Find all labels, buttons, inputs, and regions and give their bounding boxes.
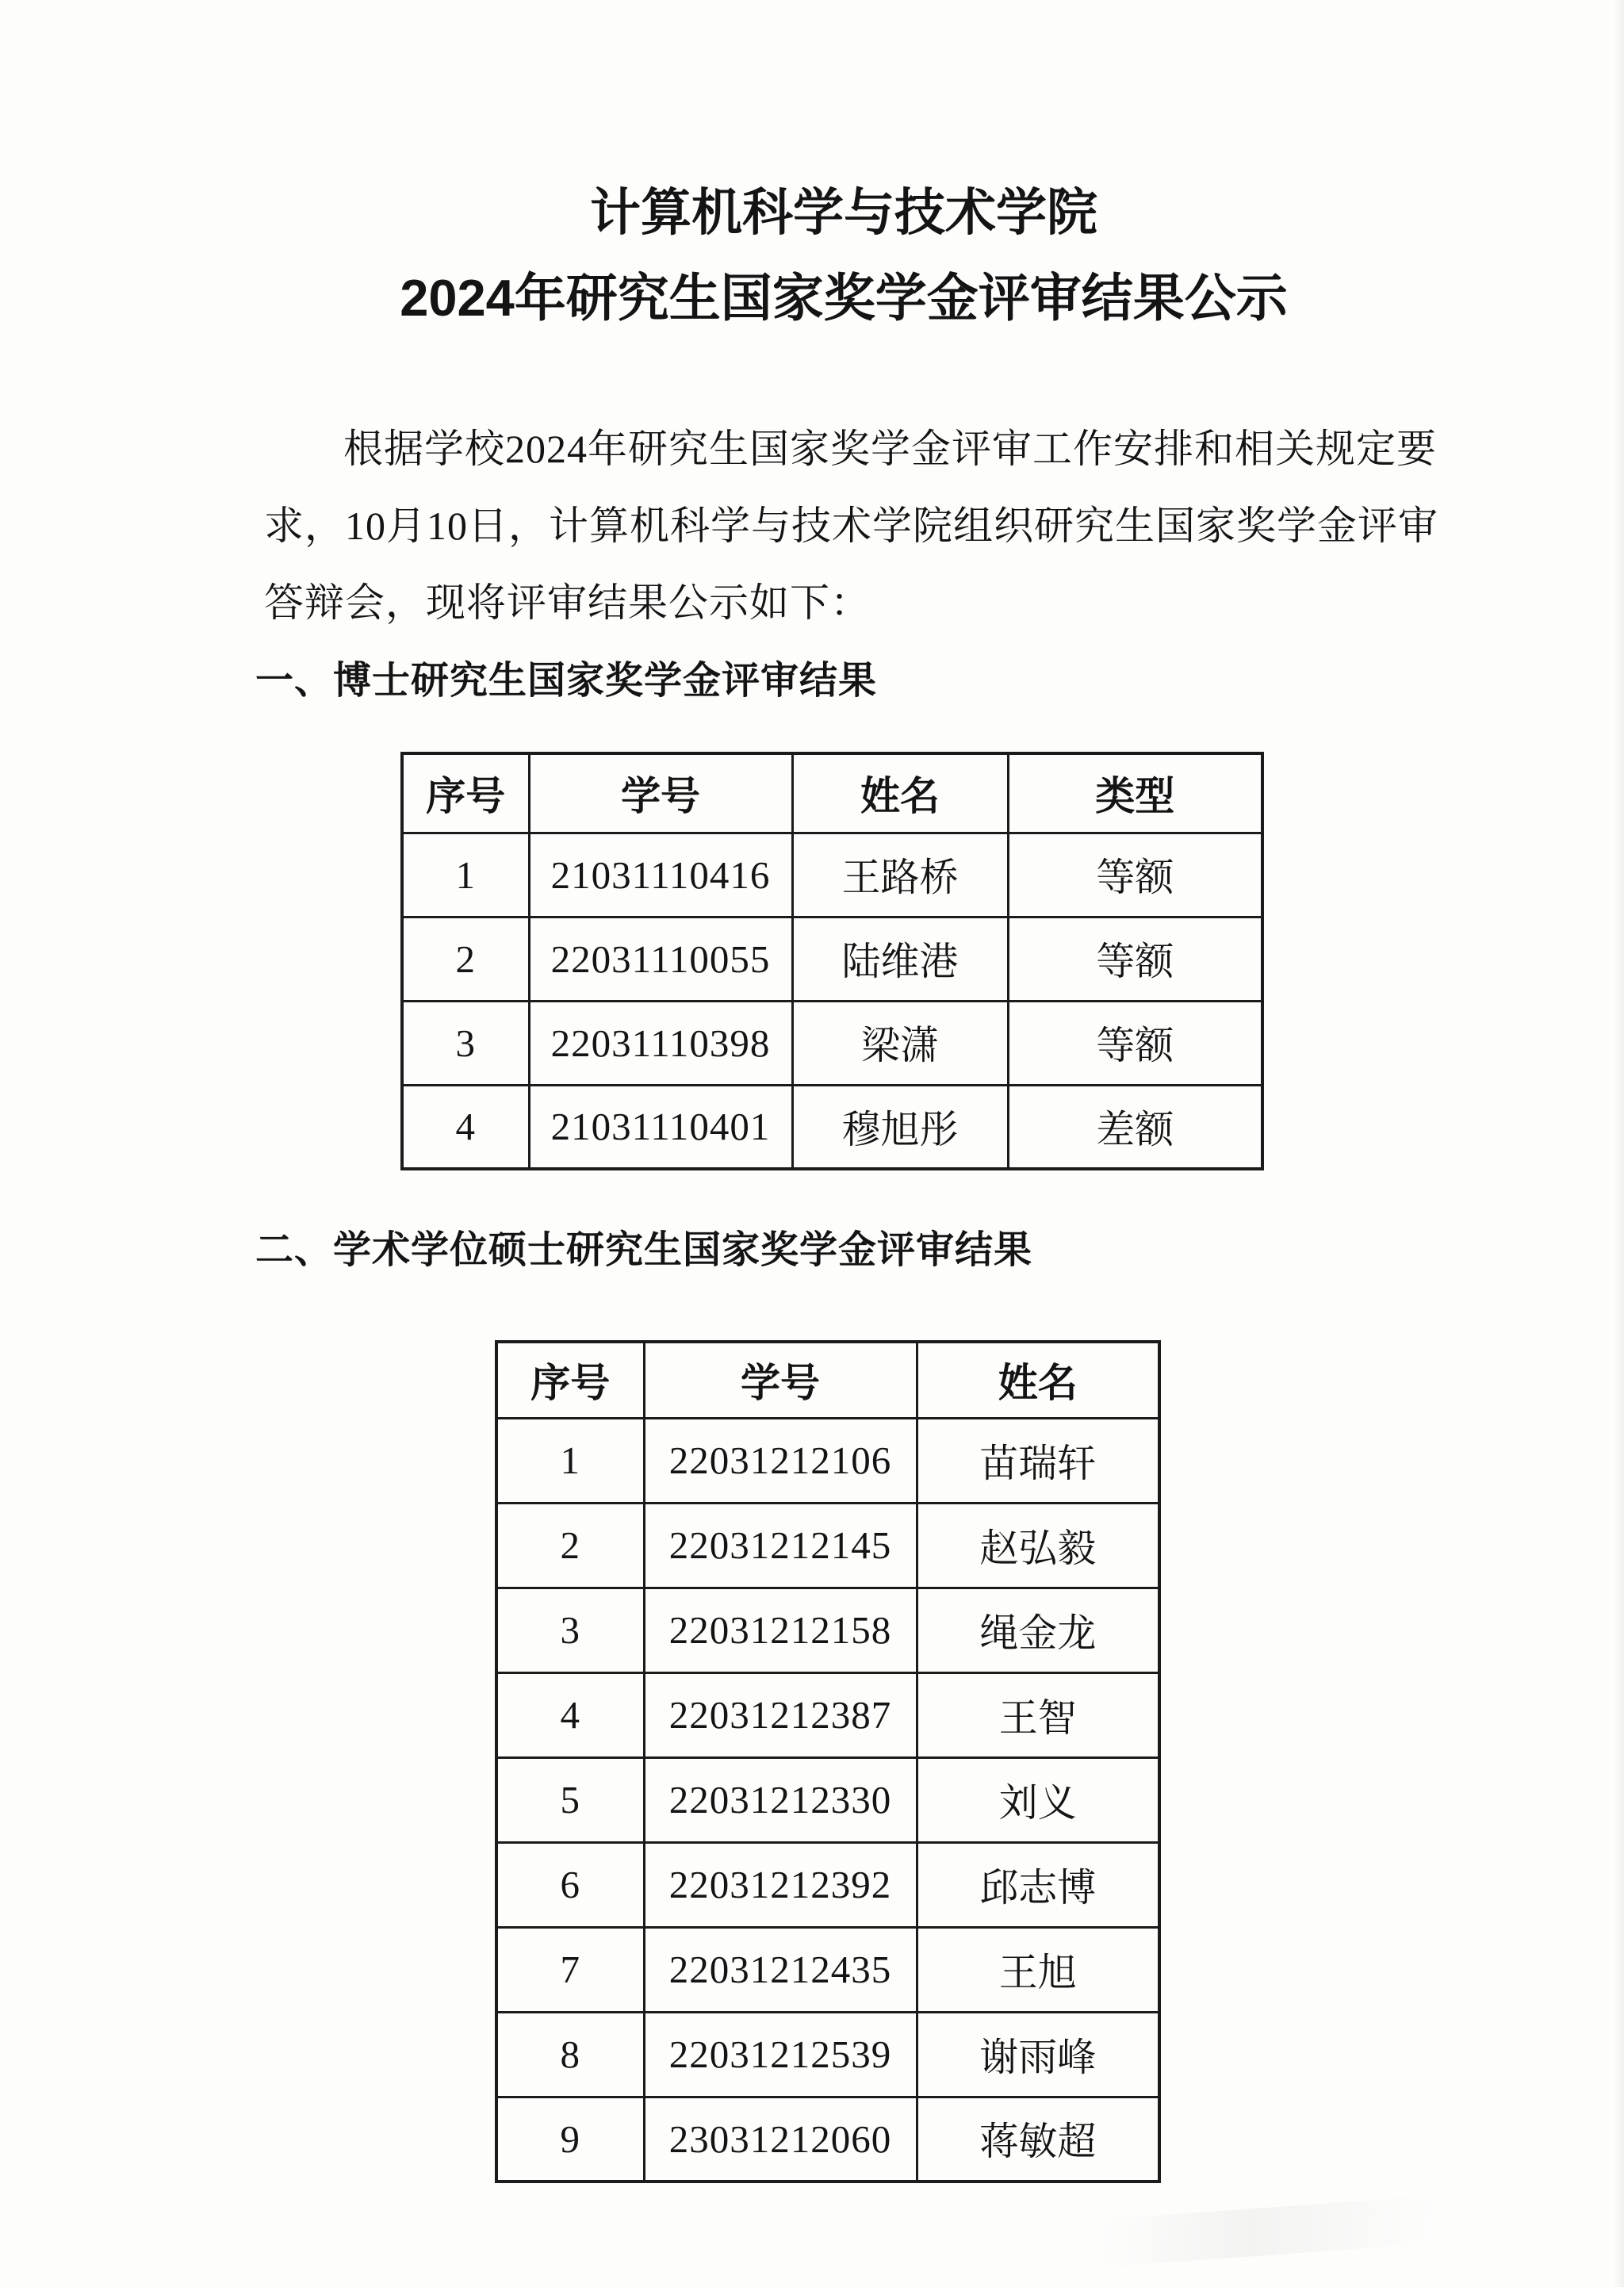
- table-cell: 6: [496, 1842, 644, 1927]
- scan-artifact: [1613, 0, 1624, 2287]
- table-cell: 王路桥: [792, 833, 1008, 917]
- table-header-cell: 姓名: [917, 1342, 1159, 1418]
- table-cell: 2: [402, 917, 529, 1001]
- table-cell: 22031212158: [644, 1588, 917, 1672]
- table-cell: 23031212060: [644, 2097, 917, 2182]
- table-row: [402, 833, 1262, 917]
- table-cell: 22031212435: [644, 1927, 917, 2012]
- table-cell: 1: [402, 833, 529, 917]
- table-cell: 22031212392: [644, 1842, 917, 1927]
- table-cell: 22031212145: [644, 1503, 917, 1588]
- table-header-cell: 类型: [1008, 753, 1262, 833]
- table-cell: 4: [402, 1085, 529, 1169]
- table-row: [402, 917, 1262, 1001]
- table-cell: 陆维港: [792, 917, 1008, 1001]
- table-row: [496, 1672, 1159, 1757]
- table-cell: 8: [496, 2012, 644, 2097]
- table-row: [496, 1588, 1159, 1672]
- table-header-cell: 序号: [402, 753, 529, 833]
- table-cell: 22031212539: [644, 2012, 917, 2097]
- document-title-line1: 计算机科学与技术学院: [590, 184, 1097, 241]
- table-cell: 21031110416: [529, 833, 792, 917]
- table-row: [496, 1503, 1159, 1588]
- table-row: [496, 1418, 1159, 1503]
- table-cell: 22031110398: [529, 1001, 792, 1085]
- table-cell: 4: [496, 1672, 644, 1757]
- section2-heading: 二、学术学位硕士研究生国家奖学金评审结果: [255, 1229, 1033, 1271]
- table-cell: 王智: [917, 1672, 1159, 1757]
- table-row: [402, 1001, 1262, 1085]
- table-row: [496, 1757, 1159, 1842]
- table-cell: 梁潇: [792, 1001, 1008, 1085]
- table-row: [496, 2097, 1159, 2182]
- table-cell: 苗瑞轩: [917, 1418, 1159, 1503]
- table-cell: 3: [496, 1588, 644, 1672]
- table-row: [402, 1085, 1262, 1169]
- table-cell: 22031110055: [529, 917, 792, 1001]
- table-row: [496, 2012, 1159, 2097]
- phd-results-table: [400, 752, 1264, 1170]
- table-cell: 王旭: [917, 1927, 1159, 2012]
- table-row: [496, 1927, 1159, 2012]
- intro-line: 求，10月10日，计算机科学与技术学院组织研究生国家奖学金评审: [264, 504, 1438, 548]
- table-header-cell: 序号: [496, 1342, 644, 1418]
- table-header-row: [402, 753, 1262, 833]
- table-cell: 22031212106: [644, 1418, 917, 1503]
- table-row: [496, 1842, 1159, 1927]
- table-cell: 5: [496, 1757, 644, 1842]
- section1-heading: 一、博士研究生国家奖学金评审结果: [255, 660, 878, 702]
- table-cell: 1: [496, 1418, 644, 1503]
- document-title-line2: 2024年研究生国家奖学金评审结果公示: [400, 269, 1288, 327]
- table-cell: 2: [496, 1503, 644, 1588]
- table-cell: 赵弘毅: [917, 1503, 1159, 1588]
- table-cell: 9: [496, 2097, 644, 2182]
- table-header-row: [496, 1342, 1159, 1418]
- table-cell: 3: [402, 1001, 529, 1085]
- table-cell: 等额: [1008, 833, 1262, 917]
- table-header-cell: 姓名: [792, 753, 1008, 833]
- table-cell: 等额: [1008, 917, 1262, 1001]
- table-cell: 邱志博: [917, 1842, 1159, 1927]
- table-cell: 差额: [1008, 1085, 1262, 1169]
- table-cell: 绳金龙: [917, 1588, 1159, 1672]
- table-cell: 22031212330: [644, 1757, 917, 1842]
- table-cell: 蒋敏超: [917, 2097, 1159, 2182]
- table-header-cell: 学号: [529, 753, 792, 833]
- table-cell: 刘义: [917, 1757, 1159, 1842]
- intro-line: 答辩会，现将评审结果公示如下：: [264, 580, 871, 625]
- table-cell: 谢雨峰: [917, 2012, 1159, 2097]
- table-cell: 7: [496, 1927, 644, 2012]
- table-cell: 21031110401: [529, 1085, 792, 1169]
- table-cell: 等额: [1008, 1001, 1262, 1085]
- scan-artifact: [1099, 2196, 1434, 2266]
- table-cell: 22031212387: [644, 1672, 917, 1757]
- intro-line: 根据学校2024年研究生国家奖学金评审工作安排和相关规定要: [343, 427, 1437, 471]
- table-cell: 穆旭彤: [792, 1085, 1008, 1169]
- masters-results-table: [495, 1340, 1161, 2183]
- intro-paragraph: [264, 411, 1438, 642]
- table-header-cell: 学号: [644, 1342, 917, 1418]
